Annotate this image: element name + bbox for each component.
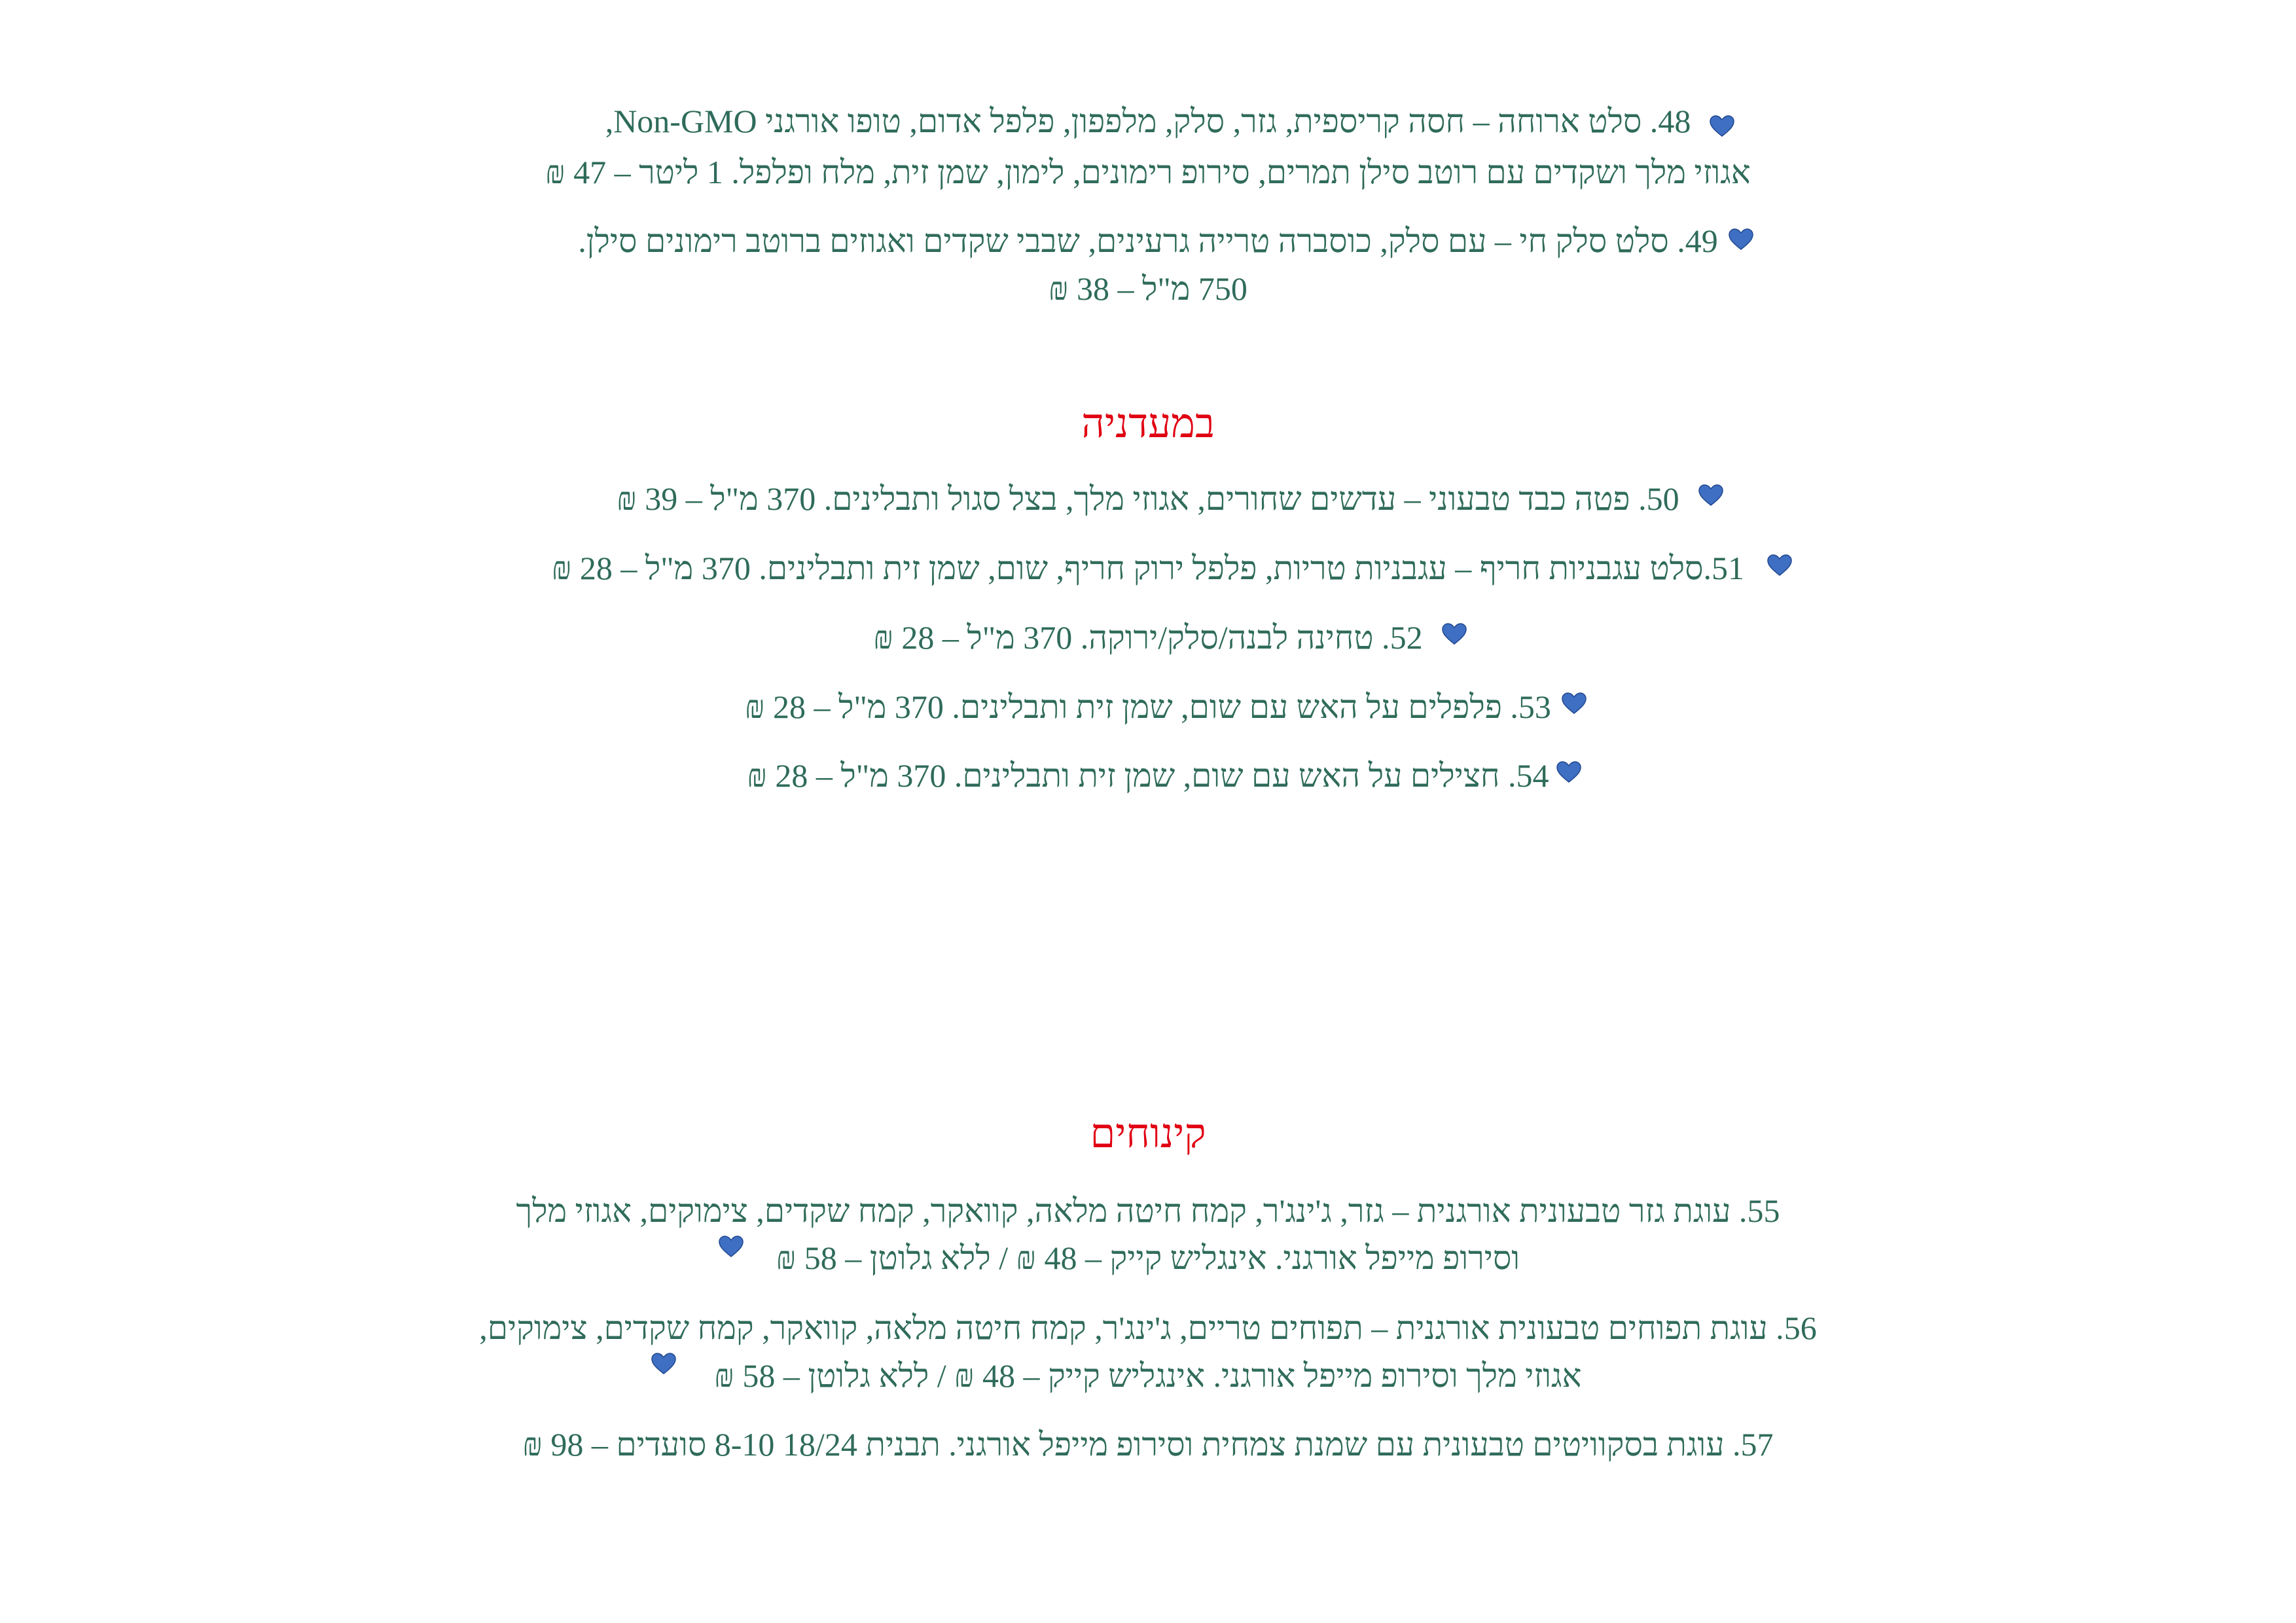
menu-item-57: 57. עוגת בסקוויטים טבעונית עם שמנת צמחית וסירופ מייפל אורגני. תבנית 18/24 8-10 סועדים – 98 ₪	[522, 1426, 1774, 1463]
heart-icon	[1442, 623, 1467, 645]
menu-item-48-line2: אגוזי מלך ושקדים עם רוטב סילן תמרים, סירופ רימונים, לימון, שמן זית, מלח ופלפל. 1 ליטר – 47 ₪	[545, 154, 1751, 190]
heart-icon	[1767, 554, 1792, 577]
heart-icon	[651, 1353, 676, 1375]
heart-icon	[1710, 115, 1734, 137]
section-title-desserts: קינוחים	[1090, 1112, 1206, 1156]
menu-item-55-line1: 55. עוגת גזר טבעונית אורגנית – גזר, ג'ינג'ר, קמח חיטה מלאה, קוואקר, קמח שקדים, צימוקים, אגוזי מלך	[516, 1192, 1780, 1229]
menu-item-50: 50. פטה כבד טבעוני – עדשים שחורים, אגוזי מלך, בצל סגול ותבלינים. 370 מ"ל – 39 ₪	[617, 480, 1679, 517]
menu-item-48-line1: 48. סלט ארוחה – חסה קריספית, גזר, סלק, מלפפון, פלפל אדום, טופו אורגני Non-GMO,	[605, 103, 1691, 139]
menu-item-49-line2: 750 מ"ל – 38 ₪	[1049, 270, 1247, 307]
menu-item-55-line2: וסירופ מייפל אורגני. אינגליש קייק – 48 ₪ / ללא גלוטן – 58 ₪	[776, 1240, 1520, 1276]
menu-item-49-line1: 49. סלט סלק חי – עם סלק, כוסברה טרייה גרעינים, שבבי שקדים ואגוזים ברוטב רימונים סילן.	[578, 223, 1718, 259]
menu-item-56-line2: אגוזי מלך וסירופ מייפל אורגני. אינגליש קייק – 48 ₪ / ללא גלוטן – 58 ₪	[714, 1357, 1582, 1394]
heart-icon	[1729, 228, 1753, 251]
menu-item-51: 51.סלט עגבניות חריף – עגבניות טריות, פלפל ירוק חריף, שום, שמן זית ותבלינים. 370 מ"ל – 28 ₪	[551, 550, 1745, 586]
menu-item-53: 53. פלפלים על האש עם שום, שמן זית ותבלינים. 370 מ"ל – 28 ₪	[745, 688, 1551, 725]
menu-item-56-line1: 56. עוגת תפוחים טבעונית אורגנית – תפוחים טריים, ג'ינג'ר, קמח חיטה מלאה, קוואקר, קמח שקדים, צימוקים,	[479, 1310, 1817, 1346]
heart-icon	[1698, 484, 1723, 507]
menu-item-54: 54. חצילים על האש עם שום, שמן זית ותבלינים. 370 מ"ל – 28 ₪	[747, 757, 1549, 794]
heart-icon	[1556, 761, 1581, 783]
section-title-deli: במעדניה	[1081, 402, 1215, 446]
heart-icon	[1562, 692, 1587, 715]
heart-icon	[719, 1236, 744, 1258]
menu-item-52: 52. טחינה לבנה/סלק/ירוקה. 370 מ"ל – 28 ₪	[873, 619, 1423, 656]
